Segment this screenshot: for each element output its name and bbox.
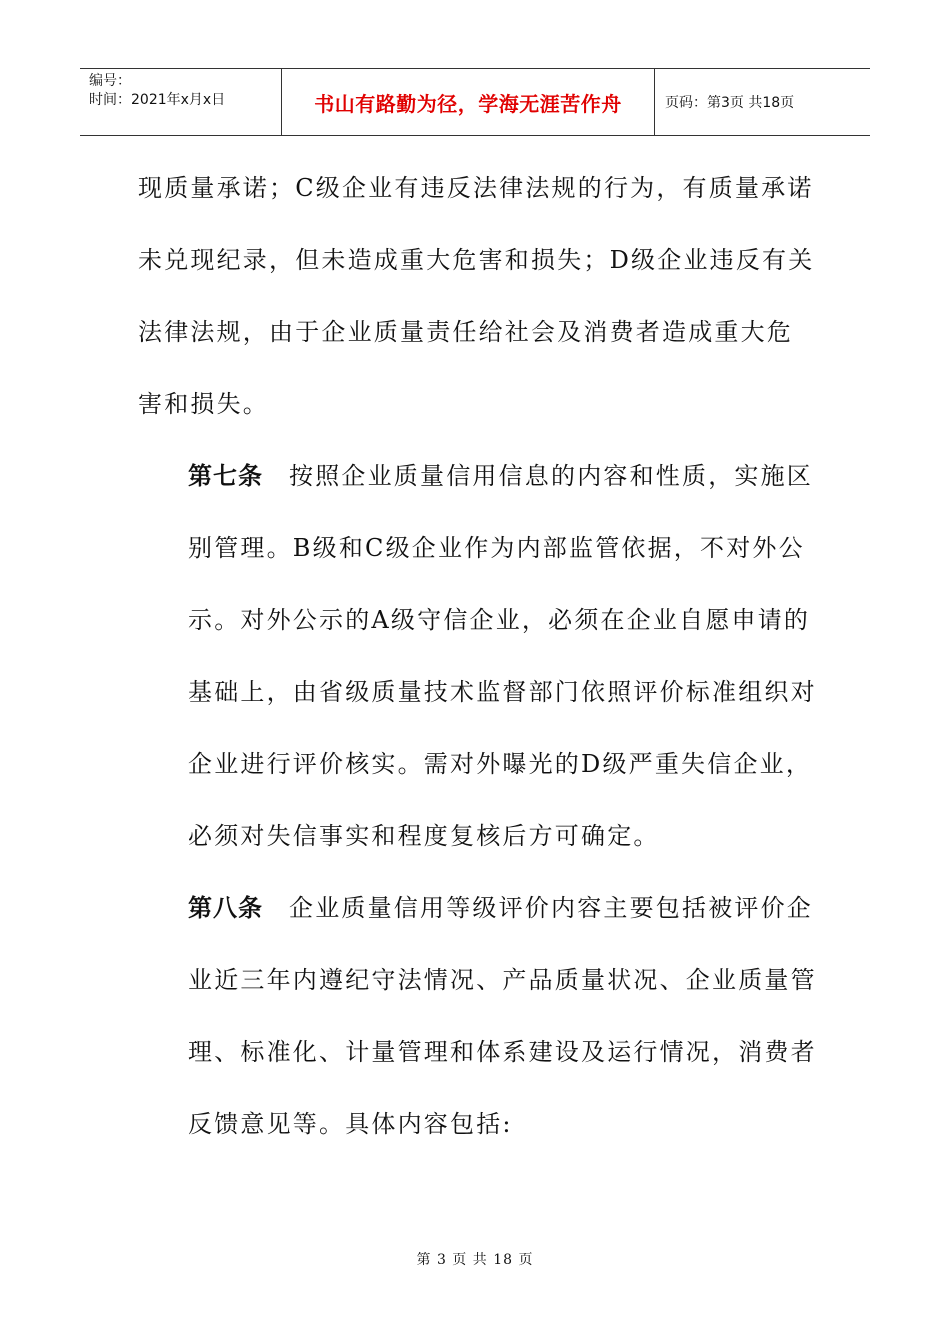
time-label: 时间：2021年x月x日 <box>89 92 226 108</box>
document-body <box>138 152 818 1160</box>
serial-number-label: 编号： <box>89 73 131 89</box>
article-heading: 第七条 <box>188 462 263 490</box>
paragraph-article-8 <box>138 872 818 1160</box>
paragraph-text: 现质量承诺；C级企业有违反法律法规的行为，有质量承诺未兑现纪录，但未造成重大危害和损失；D级企业违反有关法律法规，由于企业质量责任给社会及消费者造成重大危害和损失。 <box>138 174 815 418</box>
page-header <box>80 68 870 136</box>
paragraph-text: 企业质量信用等级评价内容主要包括被评价企业近三年内遵纪守法情况、产品质量状况、企业质量管理、标准化、计量管理和体系建设及运行情况，消费者反馈意见等。具体内容包括: <box>188 894 817 1138</box>
header-motto: 书山有路勤为径，学海无涯苦作舟 <box>282 69 655 135</box>
header-page-info: 页码：第3页 共18页 <box>665 95 795 111</box>
paragraph-continuation <box>138 152 818 440</box>
article-heading: 第八条 <box>188 894 263 922</box>
page-footer: 第 3 页 共 18 页 <box>416 1252 534 1268</box>
paragraph-article-7 <box>138 440 818 872</box>
paragraph-text: 按照企业质量信用信息的内容和性质，实施区别管理。B级和C级企业作为内部监管依据，不对外公示。对外公示的A级守信企业，必须在企业自愿申请的基础上，由省级质量技术监督部门依照评价标准组织对企业进行评价核实。需对外曝光的D级严重失信企业，必须对失信事实和程度复核后方可确定。 <box>188 462 817 850</box>
header-meta <box>80 69 282 135</box>
